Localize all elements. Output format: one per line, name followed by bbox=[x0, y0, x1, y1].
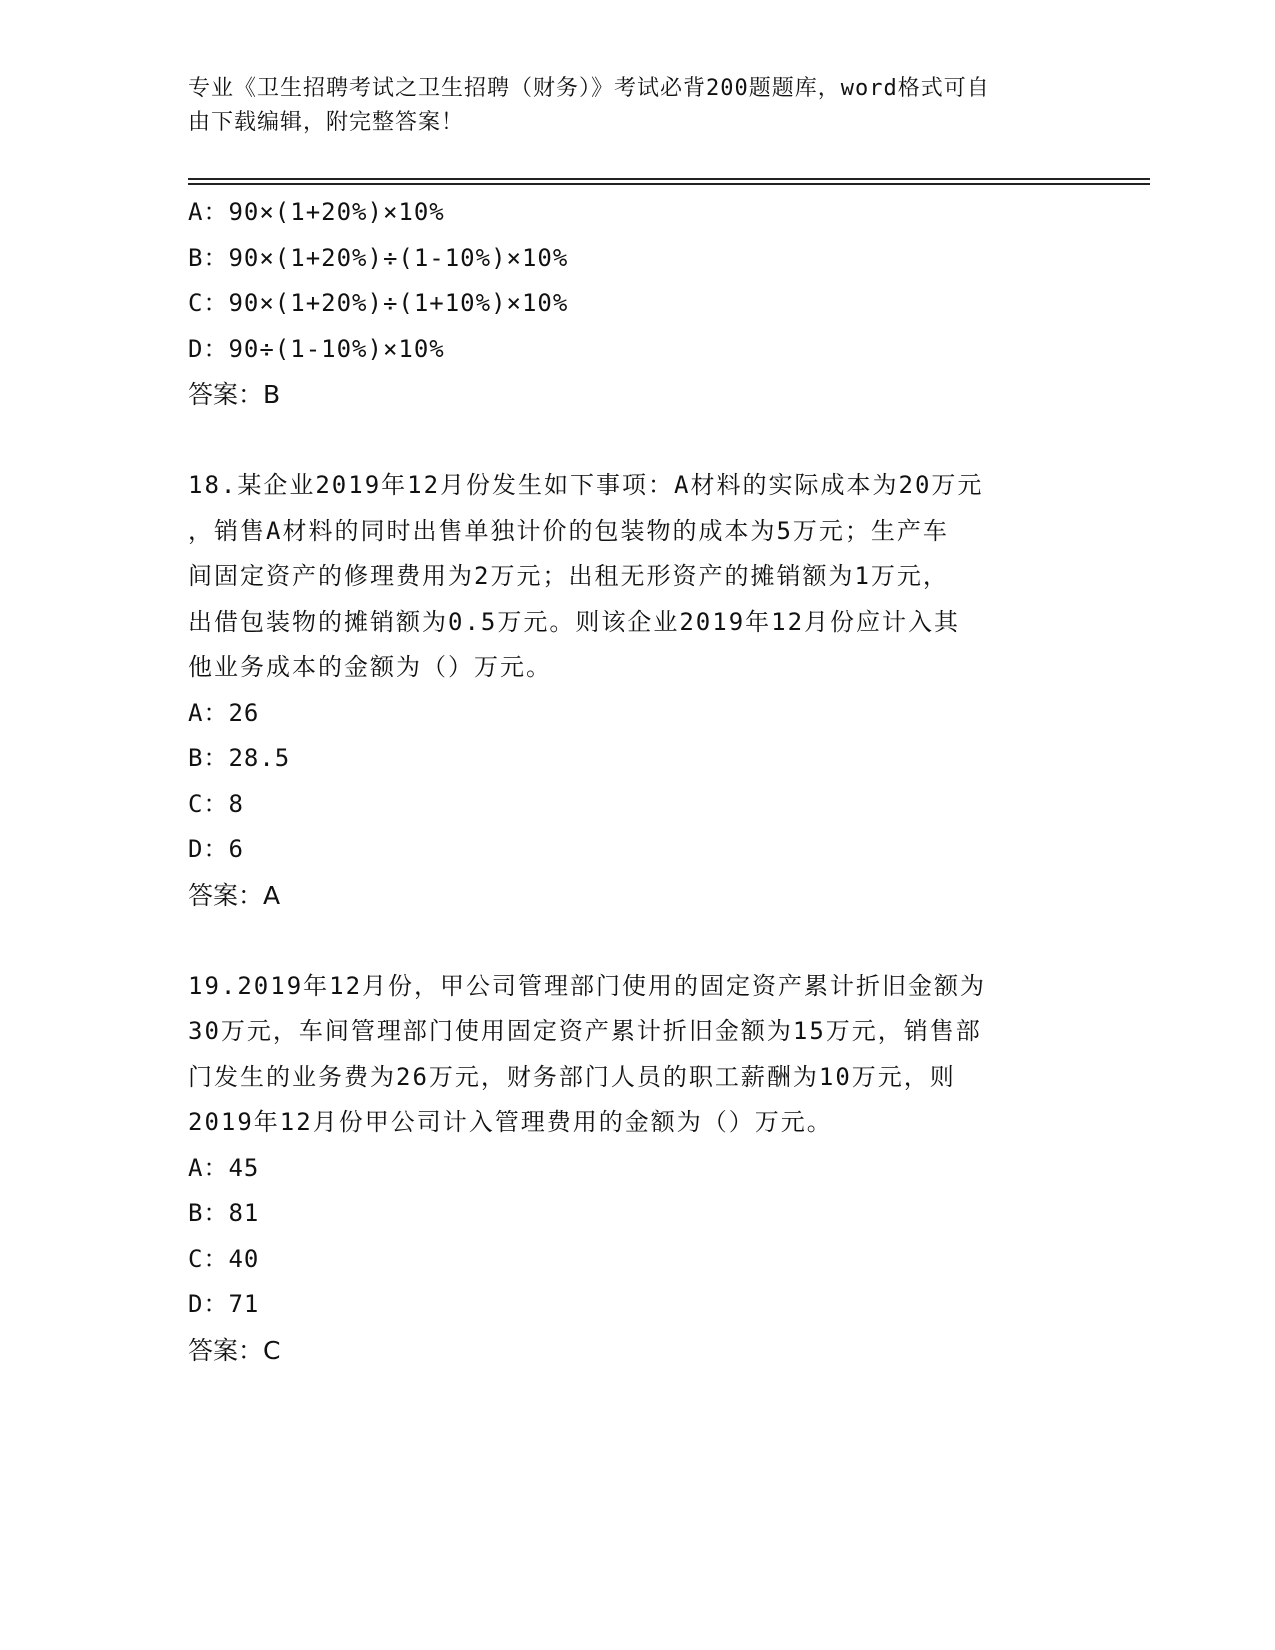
option-c: C：8 bbox=[188, 789, 244, 818]
question-text-line: 他业务成本的金额为（）万元。 bbox=[188, 653, 552, 681]
header-divider-bottom bbox=[188, 183, 1150, 185]
question-content bbox=[188, 190, 1088, 1373]
option-d: D：71 bbox=[188, 1290, 260, 1318]
spacer bbox=[188, 418, 1088, 464]
header-divider-top bbox=[188, 178, 1150, 180]
option-d: D：6 bbox=[188, 835, 244, 863]
answer-line: 答案：C bbox=[188, 1335, 281, 1365]
question-19 bbox=[188, 964, 1088, 1374]
option-c: C：90×(1+20%)÷(1+10%)×10% bbox=[188, 289, 569, 317]
question-text-line: 19.2019年12月份，甲公司管理部门使用的固定资产累计折旧金额为 bbox=[188, 971, 987, 1000]
question-text-line: 18.某企业2019年12月份发生如下事项：A材料的实际成本为20万元 bbox=[188, 471, 984, 499]
header-line-1: 专业《卫生招聘考试之卫生招聘（财务）》考试必背200题题库，word格式可自 bbox=[188, 76, 990, 101]
header-line-2: 由下载编辑，附完整答案！ bbox=[188, 110, 465, 135]
document-header bbox=[188, 72, 1088, 140]
option-d: D：90÷(1-10%)×10% bbox=[188, 334, 445, 363]
question-text bbox=[188, 463, 1088, 691]
option-b: B：28.5 bbox=[188, 744, 291, 772]
question-text-line: 门发生的业务费为26万元，财务部门人员的职工薪酬为10万元，则 bbox=[188, 1062, 956, 1091]
question-text-line: 出借包装物的摊销额为0.5万元。则该企业2019年12月份应计入其 bbox=[188, 607, 961, 636]
answer-line: 答案：B bbox=[188, 380, 281, 409]
option-a: A：26 bbox=[188, 698, 260, 727]
question-text-line: 间固定资产的修理费用为2万元；出租无形资产的摊销额为1万元， bbox=[188, 562, 949, 590]
question-text bbox=[188, 964, 1088, 1146]
question-text-line: ，销售A材料的同时出售单独计价的包装物的成本为5万元；生产车 bbox=[188, 516, 949, 545]
option-a: A：45 bbox=[188, 1153, 260, 1182]
option-a: A：90×(1+20%)×10% bbox=[188, 198, 445, 226]
answer-line: 答案：A bbox=[188, 880, 281, 910]
option-b: B：81 bbox=[188, 1199, 260, 1227]
question-18 bbox=[188, 463, 1088, 918]
question-17 bbox=[188, 190, 1088, 418]
spacer bbox=[188, 918, 1088, 964]
option-b: B：90×(1+20%)÷(1-10%)×10% bbox=[188, 243, 569, 272]
question-text-line: 30万元，车间管理部门使用固定资产累计折旧金额为15万元，销售部 bbox=[188, 1017, 982, 1045]
question-text-line: 2019年12月份甲公司计入管理费用的金额为（）万元。 bbox=[188, 1108, 833, 1136]
option-c: C：40 bbox=[188, 1244, 260, 1273]
